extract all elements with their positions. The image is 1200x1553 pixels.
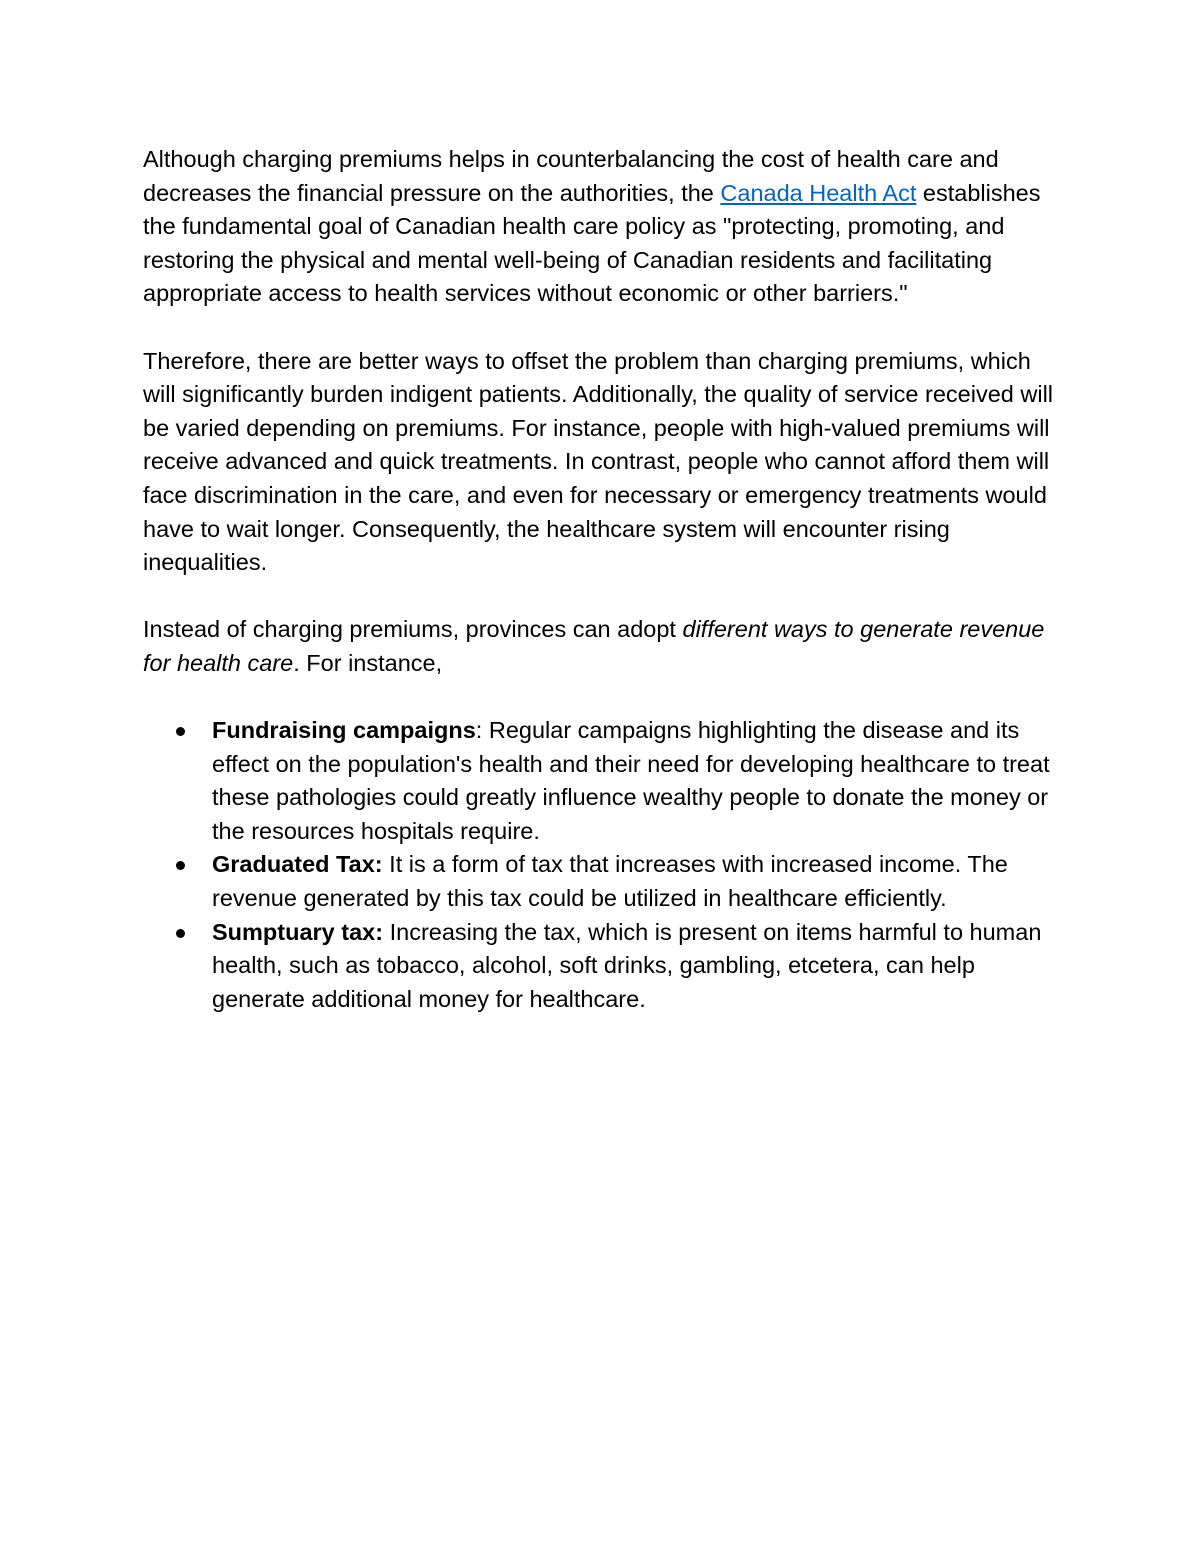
paragraph3-italic-phrase: different ways to generate revenue for health care <box>143 616 1045 676</box>
revenue-options-list <box>143 714 1063 1016</box>
list-item-separator: : <box>475 717 489 744</box>
paragraph3-text-end: . For instance, <box>293 649 443 676</box>
document-body <box>143 143 1063 1016</box>
canada-health-act-link[interactable]: Canada Health Act <box>720 179 917 206</box>
list-item-fundraising <box>143 714 1063 848</box>
bullet-icon <box>176 727 185 736</box>
paragraph-inequalities: Therefore, there are better ways to offset the problem than charging premiums, which will significantly burden indigent patients. Additionally, the quality of service received will be varied depending on premiums. For instance, people with high-valued premiums will receive advanced and quick treatments. In contrast, people who cannot afford them will face discrimination in the care, and even for necessary or emergency treatments would have to wait longer. Consequently, the healthcare system will encounter rising inequalities. <box>143 347 1054 576</box>
list-item-term: Sumptuary tax: <box>212 918 384 945</box>
list-item-term: Graduated Tax: <box>212 851 383 878</box>
list-item-text: Regular campaigns highlighting the disease and its effect on the population's health and their need for developing healthcare to treat these pathologies could greatly influence wealthy people to donate the money or the resources hospitals require. <box>212 717 1050 844</box>
list-item-sumptuary-tax <box>143 916 1063 1017</box>
list-item-text: It is a form of tax that increases with increased income. The revenue generated by this tax could be utilized in healthcare efficiently. <box>212 851 1008 912</box>
list-item-text: Increasing the tax, which is present on items harmful to human health, such as tobacco, alcohol, soft drinks, gambling, etcetera, can help generate additional money for healthcare. <box>212 918 1042 1012</box>
paragraph3-text-start: Instead of charging premiums, provinces can adopt <box>143 616 683 643</box>
paragraph1-text-end: establishes the fundamental goal of Canadian health care policy as "protecting, promoting, and restoring the physical and mental well-being of Canadian residents and facilitating appropriate access to health services without economic or other barriers." <box>143 179 1041 307</box>
list-item-graduated-tax <box>143 848 1063 915</box>
list-item-term: Fundraising campaigns <box>212 717 476 744</box>
paragraph-canada-health-act <box>143 143 1063 311</box>
bullet-icon <box>176 929 185 938</box>
paragraph-alternatives <box>143 613 1063 680</box>
paragraph1-text-start: Although charging premiums helps in counterbalancing the cost of health care and decreases the financial pressure on the authorities, the <box>143 146 999 206</box>
bullet-icon <box>176 861 185 870</box>
